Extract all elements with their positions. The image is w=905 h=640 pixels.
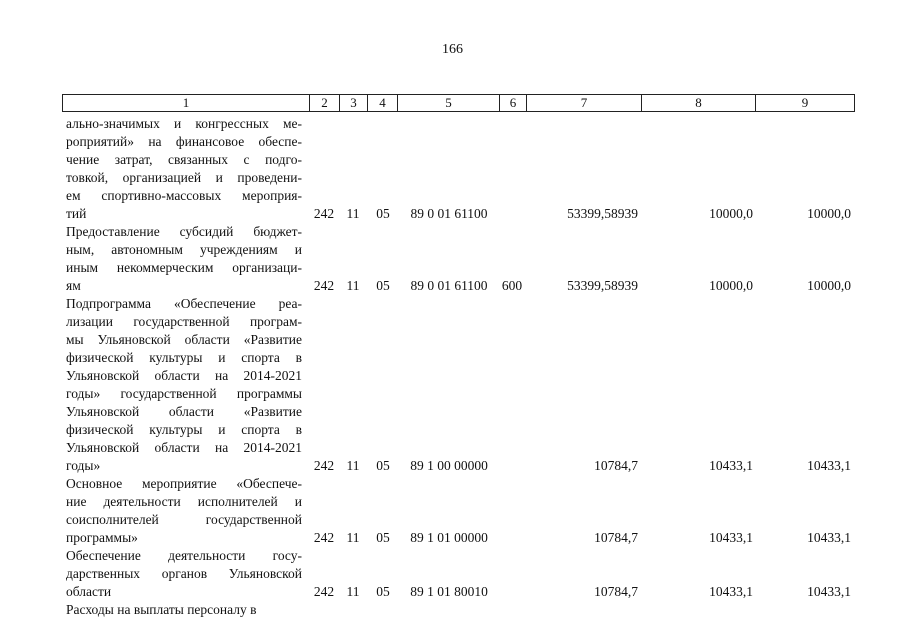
cell-c5: 89 1 01 80010 bbox=[410, 584, 488, 599]
cell-c3: 11 bbox=[346, 530, 360, 545]
cell-c7: 53399,58939 bbox=[567, 278, 638, 293]
cell-c4: 05 bbox=[376, 458, 390, 473]
cell-c2: 242 bbox=[313, 278, 335, 293]
cell-c5: 89 1 00 00000 bbox=[410, 458, 488, 473]
row-description bbox=[66, 547, 302, 601]
description-line: физической культуры и спорта в bbox=[66, 350, 302, 365]
description-line: Обеспечение деятельности госу- bbox=[66, 548, 302, 563]
header-cell-1: 1 bbox=[63, 95, 310, 111]
cell-c4: 05 bbox=[376, 206, 390, 221]
description-line: Ульяновской области на 2014-2021 bbox=[66, 368, 302, 383]
description-line: Ульяновской области «Развитие bbox=[66, 404, 302, 419]
description-line: годы» государственной программы bbox=[66, 386, 302, 401]
cell-c9: 10433,1 bbox=[807, 458, 851, 473]
cell-c2: 242 bbox=[313, 584, 335, 599]
cell-c2: 242 bbox=[313, 206, 335, 221]
description-line: ям bbox=[66, 278, 81, 293]
cell-c4: 05 bbox=[376, 278, 390, 293]
row-description bbox=[66, 295, 302, 475]
cell-c8: 10000,0 bbox=[709, 278, 753, 293]
cell-c8: 10433,1 bbox=[709, 458, 753, 473]
cell-c5: 89 0 01 61100 bbox=[410, 206, 488, 221]
cell-c5: 89 1 01 00000 bbox=[410, 530, 488, 545]
description-line: Ульяновской области на 2014-2021 bbox=[66, 440, 302, 455]
cell-c7: 10784,7 bbox=[594, 530, 638, 545]
cell-c3: 11 bbox=[346, 458, 360, 473]
description-line: мы Ульяновской области «Развитие bbox=[66, 332, 302, 347]
cell-c3: 11 bbox=[346, 278, 360, 293]
cell-c8: 10000,0 bbox=[709, 206, 753, 221]
description-line: ально-значимых и конгрессных ме- bbox=[66, 116, 302, 131]
row-description bbox=[66, 475, 302, 547]
cell-c8: 10433,1 bbox=[709, 530, 753, 545]
header-cell-9: 9 bbox=[801, 95, 809, 110]
table-header-row bbox=[62, 94, 855, 112]
cell-c3: 11 bbox=[346, 584, 360, 599]
cell-c5: 89 0 01 61100 bbox=[410, 278, 488, 293]
description-line: годы» bbox=[66, 458, 101, 473]
header-cell-6: 6 bbox=[500, 95, 527, 111]
row-description bbox=[66, 601, 302, 619]
description-line: Предоставление субсидий бюджет- bbox=[66, 224, 302, 239]
header-cell-2: 2 bbox=[310, 95, 340, 111]
description-line: программы» bbox=[66, 530, 138, 545]
description-line: роприятий» на финансовое обеспе- bbox=[66, 134, 302, 149]
description-line: ным, автономным учреждениям и bbox=[66, 242, 302, 257]
cell-c3: 11 bbox=[346, 206, 360, 221]
cell-c7: 10784,7 bbox=[594, 458, 638, 473]
cell-c9: 10433,1 bbox=[807, 584, 851, 599]
cell-c9: 10000,0 bbox=[807, 206, 851, 221]
description-line: чение затрат, связанных с подго- bbox=[66, 152, 302, 167]
cell-c2: 242 bbox=[313, 530, 335, 545]
header-cell-4: 4 bbox=[368, 95, 398, 111]
cell-c7: 53399,58939 bbox=[567, 206, 638, 221]
cell-c2: 242 bbox=[313, 458, 335, 473]
row-description bbox=[66, 115, 302, 223]
row-description bbox=[66, 223, 302, 295]
page-number: 166 bbox=[442, 42, 463, 57]
header-cell-3: 3 bbox=[340, 95, 368, 111]
description-line: ем спортивно-массовых мероприя- bbox=[66, 188, 302, 203]
description-line: соисполнителей государственной bbox=[66, 512, 302, 527]
cell-c4: 05 bbox=[376, 530, 390, 545]
header-cell-5: 5 bbox=[398, 95, 500, 111]
description-line: тий bbox=[66, 206, 87, 221]
header-cell-8: 8 bbox=[642, 95, 756, 111]
description-line: Расходы на выплаты персоналу в bbox=[66, 602, 257, 617]
description-line: области bbox=[66, 584, 112, 599]
description-line: физической культуры и спорта в bbox=[66, 422, 302, 437]
description-line: товкой, организацией и проведени- bbox=[66, 170, 302, 185]
description-line: Подпрограмма «Обеспечение реа- bbox=[66, 296, 302, 311]
description-line: ние деятельности исполнителей и bbox=[66, 494, 302, 509]
header-cell-7: 7 bbox=[527, 95, 642, 111]
cell-c9: 10433,1 bbox=[807, 530, 851, 545]
cell-c6: 600 bbox=[501, 278, 523, 293]
description-line: лизации государственной програм- bbox=[66, 314, 302, 329]
cell-c4: 05 bbox=[376, 584, 390, 599]
cell-c8: 10433,1 bbox=[709, 584, 753, 599]
description-line: иным некоммерческим организаци- bbox=[66, 260, 302, 275]
description-line: Основное мероприятие «Обеспече- bbox=[66, 476, 302, 491]
cell-c7: 10784,7 bbox=[594, 584, 638, 599]
description-line: дарственных органов Ульяновской bbox=[66, 566, 302, 581]
cell-c9: 10000,0 bbox=[807, 278, 851, 293]
